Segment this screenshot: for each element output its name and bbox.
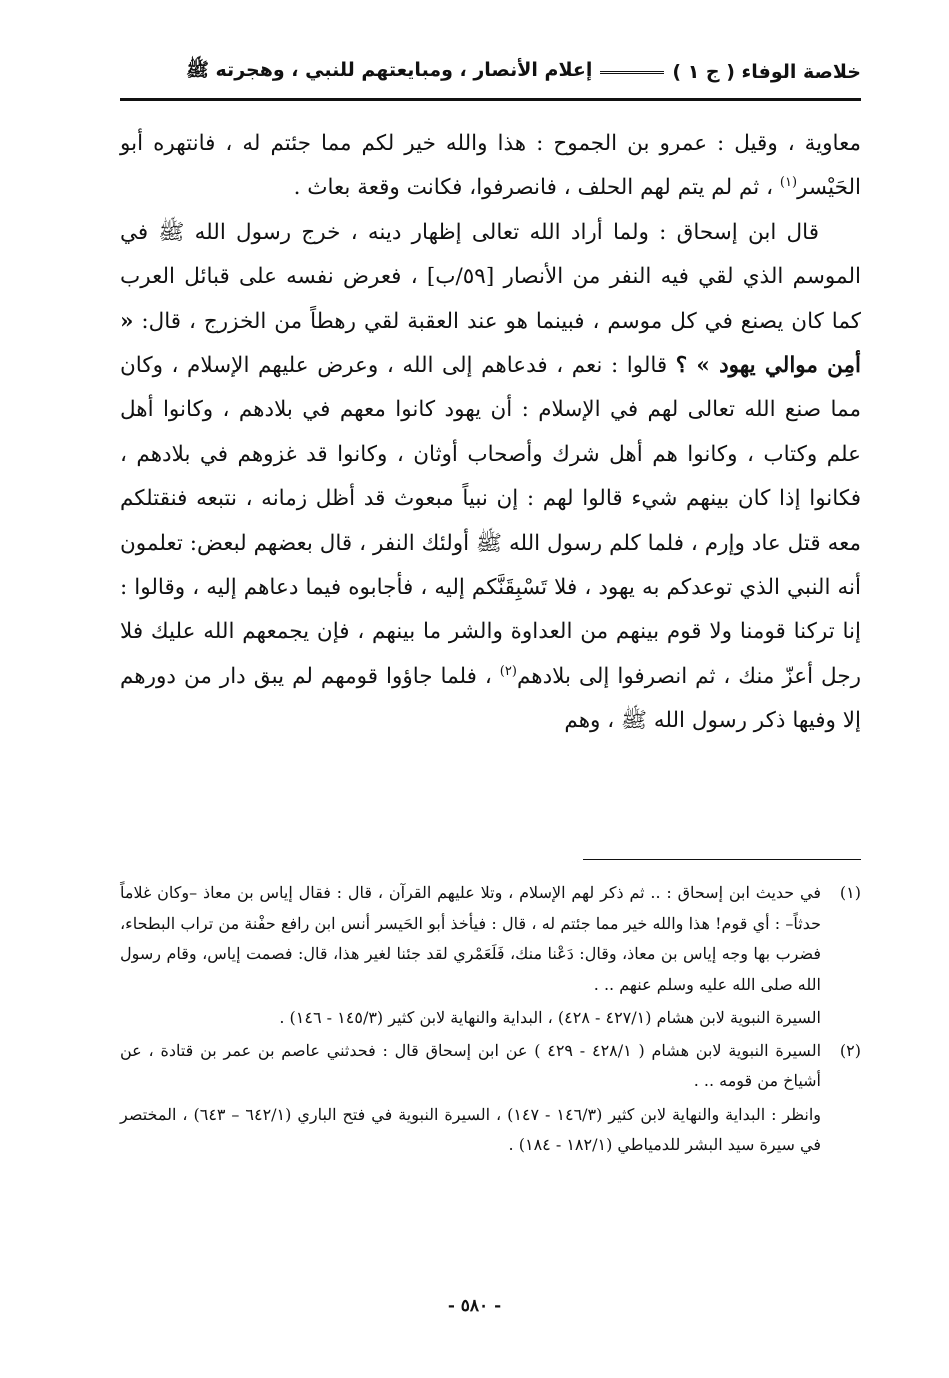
- paragraph-2-text: قالوا : نعم ، فدعاهم إلى الله ، وعرض عليهم الإسلام ، وكان مما صنع الله تعالى لهم في الإسلام : أن يهود كانوا معهم في بلادهم ، وكانوا أهل علم وكتاب ، وكانوا هم أهل شرك وأصحاب أوثان ، وكانوا قد غزوهم في بلادهم ، فكانوا إذا كان بينهم شيء قالوا لهم : إن نبياً مبعوث قد أظل زمانه ، نتبعه فنقتلكم معه قتل عاد وإرم ، فلما كلم رسول الله ﷺ أولئك النفر ، قال بعضهم لبعض: تعلمون أنه النبي الذي توعدكم به يهود ، فلا تَسْبِقَنَّكم إليه ، فأجابوه فيما دعاهم إليه ، وقالوا : إنا تركنا قومنا ولا قوم بينهم من العداوة والشر ما بينهم ، فإن يجمعهم الله عليك فلا رجل أعزّ منك ، ثم انصرفوا إلى بلادهم: [120, 353, 861, 689]
- footnote-number: (٢): [839, 1040, 861, 1060]
- page-number: - ٥٨٠ -: [447, 1296, 502, 1316]
- prophet-quote: « أمِن موالي يهود » ؟: [120, 308, 862, 379]
- header-chapter-title: إعلام الأنصار ، ومبايعتهم للنبي ، وهجرته ﷺ: [185, 59, 593, 81]
- header-separator-rule: [600, 71, 664, 74]
- footnote-text: في حديث ابن إسحاق : .. ثم ذكر لهم الإسلام ، وتلا عليهم القرآن ، قال : فقال إياس بن معاذ –وكان غلاماً حدثاً– : أي قوم! هذا والله خير مما جئتم له ، قال : فيأخذ أبو الحَيسر أنس ابن رافع حفْنة من تراب البطحاء، فضرب بها وجه إياس بن معاذ، وقال: دَعْنا منك، فَلَعَمْري لقد جئنا لغير هذا، قال: فصمت إياس، وقام رسول الله صلى الله عليه وسلم عنهم .. .: [120, 883, 821, 994]
- footnote-source: وانظر : البداية والنهاية لابن كثير (١٤٦/٣ - ١٤٧) ، السيرة النبوية في فتح الباري (٦٤٢/١ – ٦٤٣) ، المختصر في سيرة سيد البشر للدمياطي (١٨٢/١ - ١٨٤) .: [120, 1104, 822, 1154]
- footnote-number: (١): [839, 883, 861, 902]
- main-text: [120, 122, 861, 744]
- footnote-ref-2[interactable]: (٢): [499, 663, 517, 679]
- footnote-body: [120, 878, 821, 1034]
- paragraph-1: [120, 122, 861, 211]
- footnotes: [120, 878, 861, 1163]
- footnote-1: [120, 878, 861, 1034]
- footnote-2: [120, 1036, 861, 1161]
- paragraph-1-end: ، ثم لم يتم لهم الحلف ، فانصرفوا، فكانت وقعة بعاث .: [293, 175, 774, 201]
- footnote-source: السيرة النبوية لابن هشام (٤٢٧/١ - ٤٢٨) ، البداية والنهاية لابن كثير (١٤٥/٣ - ١٤٦) .: [279, 1008, 821, 1027]
- running-header: [120, 52, 861, 92]
- paragraph-2-end: ، فلما جاؤوا قومهم لم يبق دار من دورهم إلا وفيها ذكر رسول الله ﷺ ، وهم: [120, 663, 861, 734]
- paragraph-2: [120, 211, 861, 744]
- footnote-ref-1[interactable]: (١): [779, 175, 798, 191]
- footnote-text: السيرة النبوية لابن هشام ( ٤٢٨/١ - ٤٢٩ ) عن ابن إسحاق قال : فحدثني عاصم بن عمر بن قتادة ، عن أشياخ من قومه .. .: [120, 1040, 822, 1090]
- footnote-body: [120, 1036, 821, 1161]
- paragraph-2-start: قال ابن إسحاق : ولما أراد الله تعالى إظهار دينه ، خرج رسول الله ﷺ في الموسم الذي لقي فيه النفر من الأنصار [٥٩/ب] ، فعرض نفسه على قبائل العرب كما كان يصنع في كل موسم ، فبينما هو عند العقبة لقي رهطاً من الخزرج ، قال:: [120, 219, 861, 334]
- header-underline: [120, 98, 861, 101]
- header-book-title: خلاصة الوفاء ( ج ١ ): [672, 61, 861, 83]
- paragraph-1-text: معاوية ، وقيل : عمرو بن الجموح : هذا والله خير لكم مما جئتم له ، فانتهره أبو الحَيْسر: [120, 131, 861, 201]
- footnote-separator: [583, 859, 861, 860]
